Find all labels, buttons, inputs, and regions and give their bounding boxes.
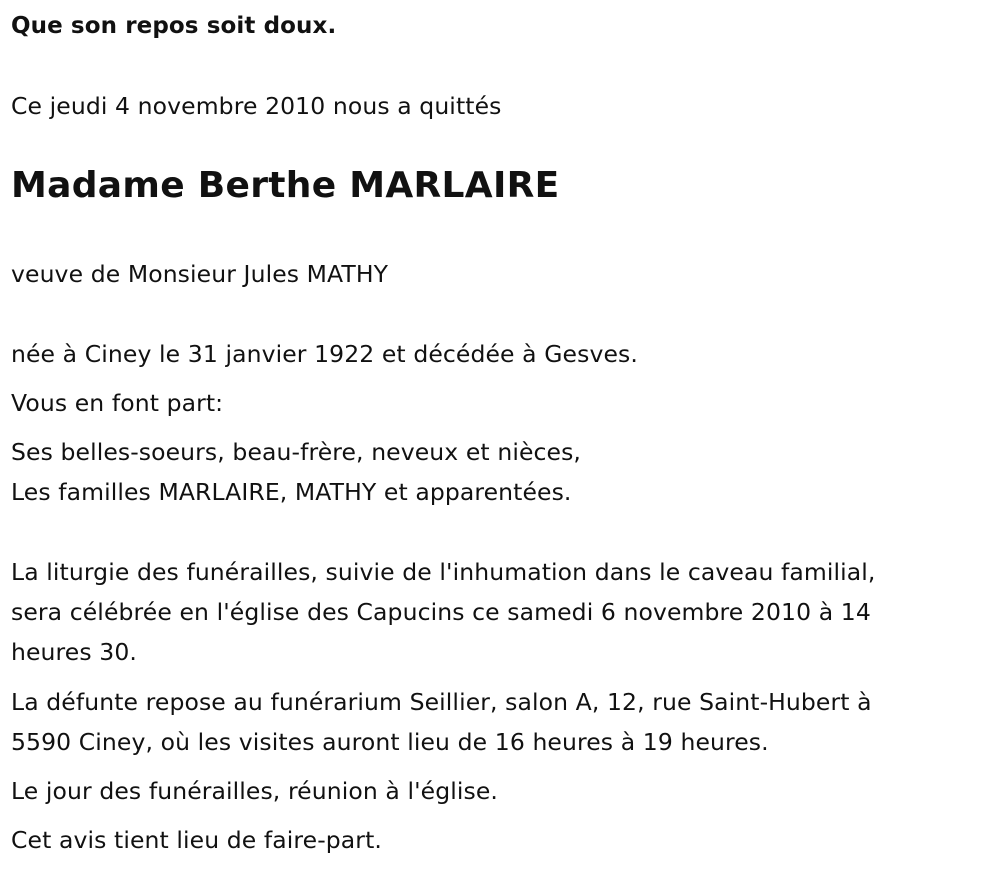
closing-line: Cet avis tient lieu de faire-part.	[11, 826, 382, 854]
widow-of-line: veuve de Monsieur Jules MATHY	[11, 260, 389, 288]
deceased-name: Madame Berthe MARLAIRE	[11, 165, 560, 206]
headline: Que son repos soit doux.	[11, 13, 337, 39]
family-line: Ses belles-soeurs, beau-frère, neveux et nièces,	[11, 438, 581, 466]
repose-line: La défunte repose au funérarium Seillier, salon A, 12, rue Saint-Hubert à	[11, 688, 872, 716]
meeting-line: Le jour des funérailles, réunion à l'église.	[11, 777, 498, 805]
repose-line: 5590 Ciney, où les visites auront lieu de 16 heures à 19 heures.	[11, 728, 769, 756]
funeral-line: heures 30.	[11, 638, 137, 666]
birth-death-line: née à Ciney le 31 janvier 1922 et décédée à Gesves.	[11, 340, 638, 368]
funeral-line: sera célébrée en l'église des Capucins ce samedi 6 novembre 2010 à 14	[11, 598, 871, 626]
intro-line: Ce jeudi 4 novembre 2010 nous a quittés	[11, 92, 502, 120]
family-line: Les familles MARLAIRE, MATHY et apparentées.	[11, 478, 572, 506]
funeral-line: La liturgie des funérailles, suivie de l'inhumation dans le caveau familial,	[11, 558, 876, 586]
announce-line: Vous en font part:	[11, 389, 224, 417]
